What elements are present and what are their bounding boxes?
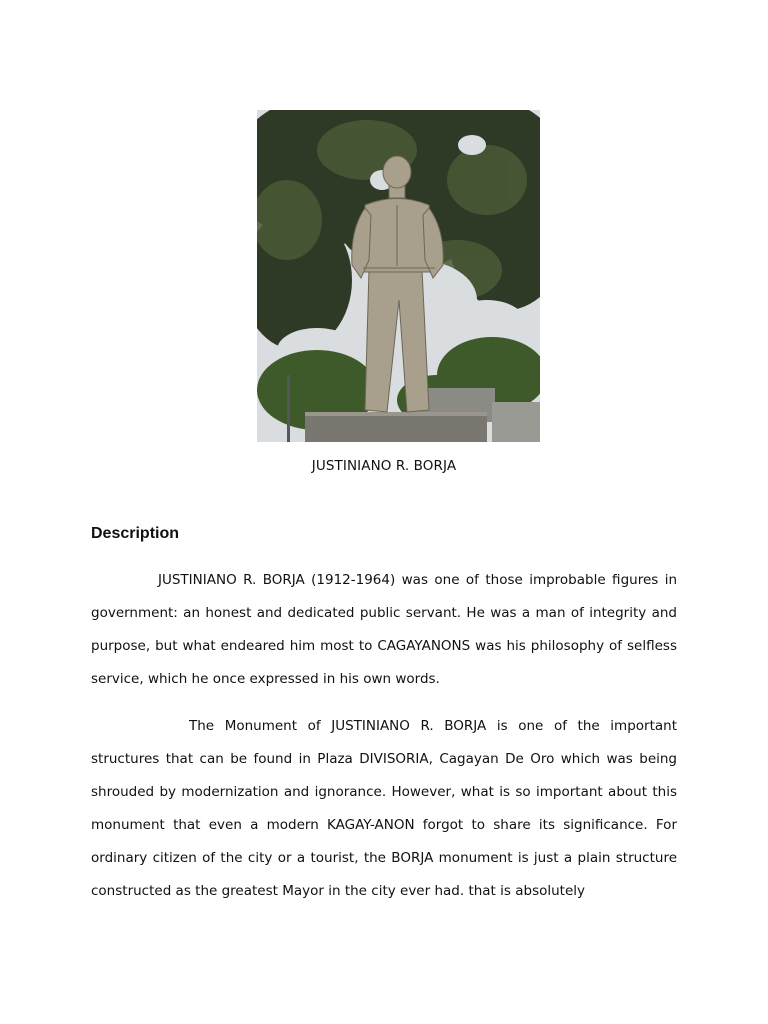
paragraph-1: JUSTINIANO R. BORJA (1912-1964) was one of those improbable figures in government: an honest and dedicated public servant. He was a man of integrity and purpose, but what endeared him most to CAGAYANONS was his philosophy of selfless service, which he once expressed in his own words. xyxy=(91,572,677,687)
statue-photo xyxy=(257,110,540,442)
statue-photo-illustration xyxy=(257,110,540,442)
paragraph-2: The Monument of JUSTINIANO R. BORJA is one of the important structures that can be found in Plaza DIVISORIA, Cagayan De Oro which was being shrouded by modernization and ignorance. However, what is so important about this monument that even a modern KAGAY-ANON forgot to share its significance. For ordinary citizen of the city or a tourist, the BORJA monument is just a plain structure constructed as the greatest Mayor in the city ever had. that is absolutely xyxy=(91,718,677,899)
section-heading: Description xyxy=(91,525,180,542)
figure-caption: JUSTINIANO R. BORJA xyxy=(311,458,457,474)
